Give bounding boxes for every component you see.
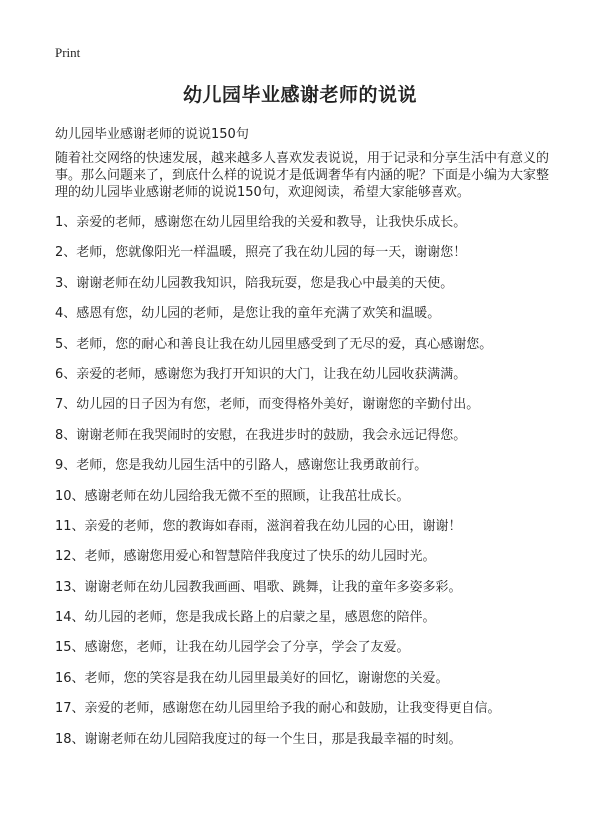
list-item: 4、感恩有您，幼儿园的老师，是您让我的童年充满了欢笑和温暖。: [55, 306, 441, 322]
entry-list: [55, 214, 565, 761]
list-item: 5、老师，您的耐心和善良让我在幼儿园里感受到了无尽的爱，真心感谢您。: [55, 336, 493, 352]
article-intro: 随着社交网络的快速发展，越来越多人喜欢发表说说，用于记录和分享生活中有意义的事。那么问题来了，到底什么样的说说才是低调奢华有内涵的呢？下面是小编为大家整理的幼儿园毕业感谢老师的说说150句，欢迎阅读，希望大家能够喜欢。: [55, 151, 550, 200]
list-item: 18、谢谢老师在幼儿园陪我度过的每一个生日，那是我最幸福的时刻。: [55, 731, 462, 747]
list-item: 8、谢谢老师在我哭闹时的安慰，在我进步时的鼓励，我会永远记得您。: [55, 427, 467, 443]
article-subtitle: 幼儿园毕业感谢老师的说说150句: [55, 127, 249, 142]
list-item: 16、老师，您的笑容是我在幼儿园里最美好的回忆，谢谢您的关爱。: [55, 670, 449, 686]
list-item: 3、谢谢老师在幼儿园教我知识，陪我玩耍，您是我心中最美的天使。: [55, 275, 454, 291]
list-item: 17、亲爱的老师，感谢您在幼儿园里给予我的耐心和鼓励，让我变得更自信。: [55, 701, 501, 717]
list-item: 14、幼儿园的老师，您是我成长路上的启蒙之星，感恩您的陪伴。: [55, 610, 436, 626]
list-item: 10、感谢老师在幼儿园给我无微不至的照顾，让我茁壮成长。: [55, 488, 410, 504]
print-link[interactable]: Print: [55, 45, 81, 60]
list-item: 9、老师，您是我幼儿园生活中的引路人，感谢您让我勇敢前行。: [55, 458, 428, 474]
list-item: 2、老师，您就像阳光一样温暖，照亮了我在幼儿园的每一天，谢谢您！: [55, 245, 467, 261]
list-item: 15、感谢您，老师，让我在幼儿园学会了分享，学会了友爱。: [55, 640, 410, 656]
list-item: 1、亲爱的老师，感谢您在幼儿园里给我的关爱和教导，让我快乐成长。: [55, 215, 467, 230]
list-item: 11、亲爱的老师，您的教诲如春雨，滋润着我在幼儿园的心田，谢谢！: [55, 518, 462, 534]
list-item: 7、幼儿园的日子因为有您，老师，而变得格外美好，谢谢您的辛勤付出。: [55, 397, 480, 413]
list-item: 13、谢谢老师在幼儿园教我画画、唱歌、跳舞，让我的童年多姿多彩。: [55, 579, 462, 595]
page-title: 幼儿园毕业感谢老师的说说: [182, 84, 417, 106]
list-item: 6、亲爱的老师，感谢您为我打开知识的大门，让我在幼儿园收获满满。: [55, 366, 467, 382]
list-item: 12、老师，感谢您用爱心和智慧陪伴我度过了快乐的幼儿园时光。: [55, 549, 436, 565]
